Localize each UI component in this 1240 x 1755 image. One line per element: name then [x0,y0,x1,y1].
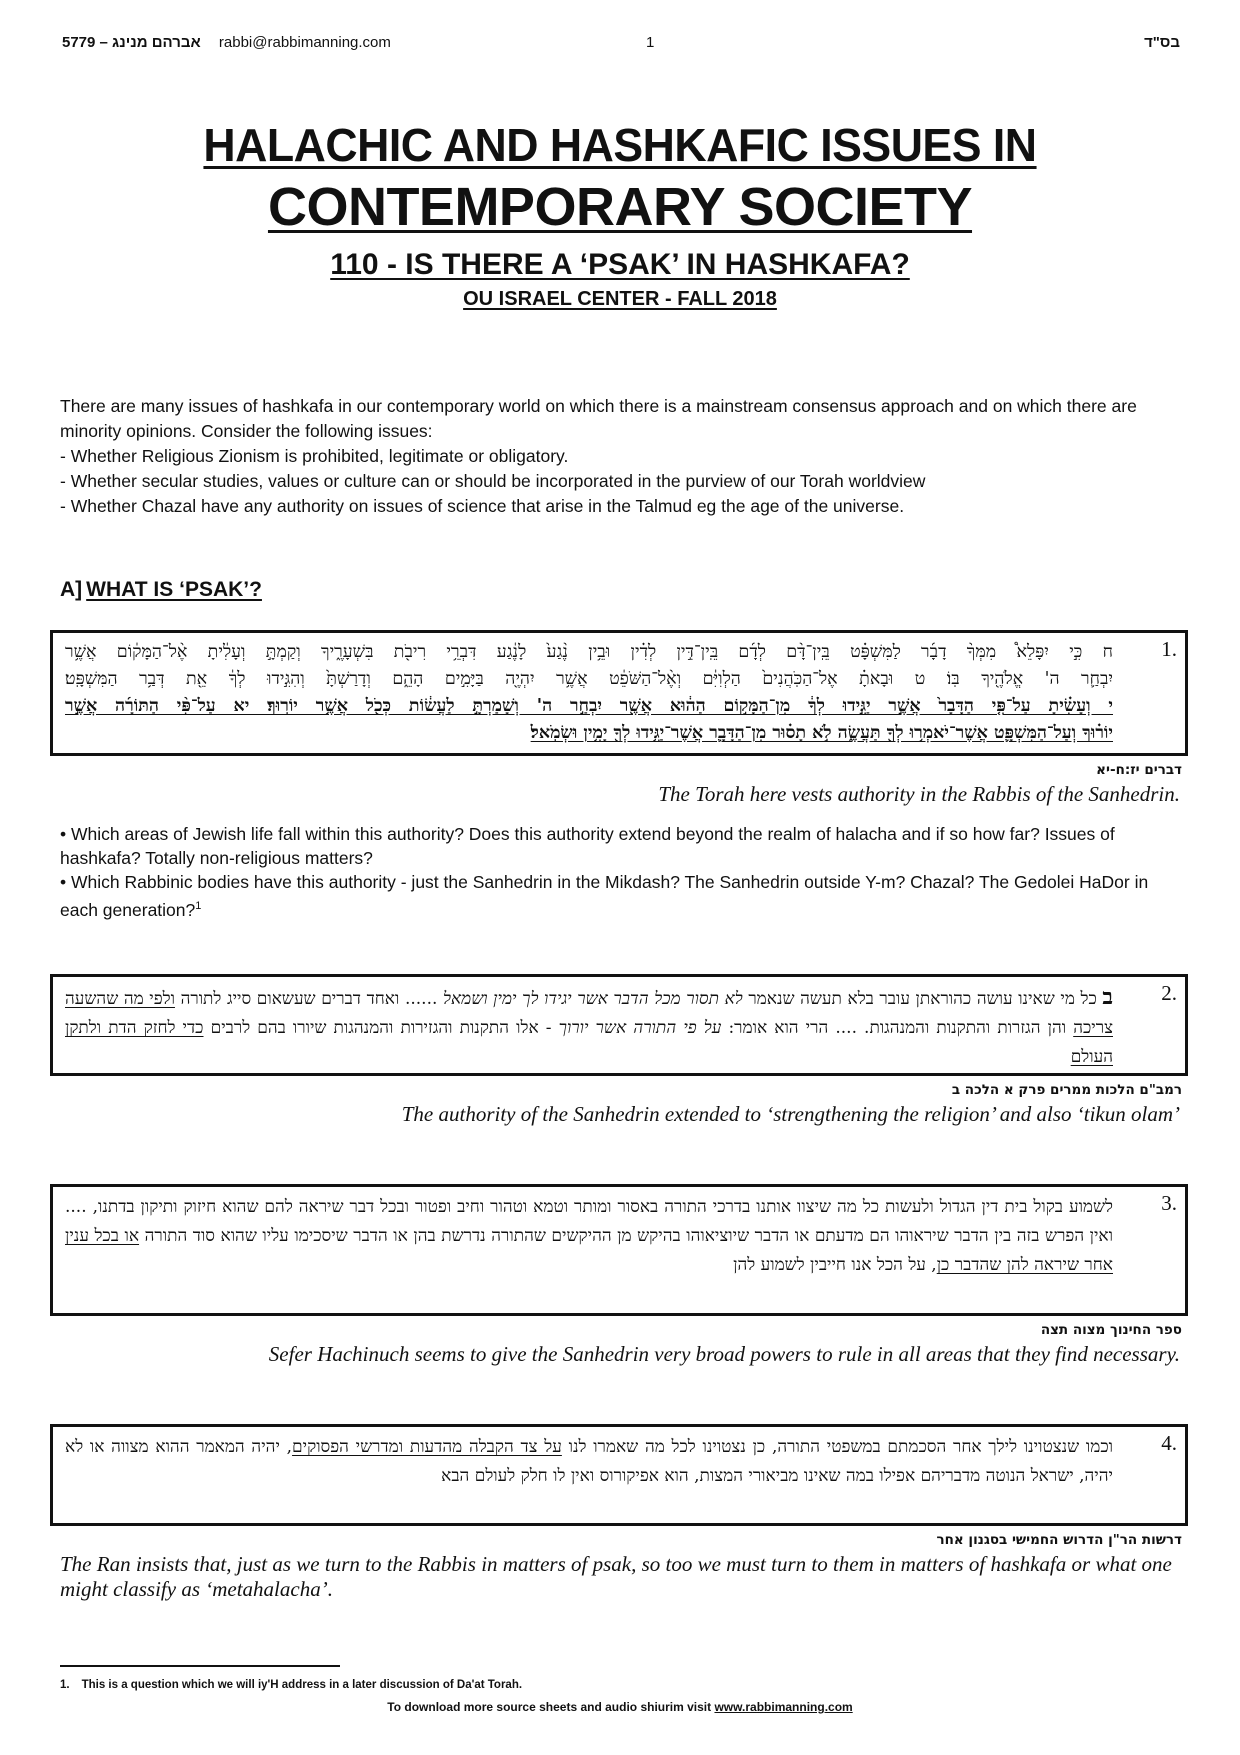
source-citation: ספר החינוך מצוה תצה [1040,1322,1182,1338]
footnote-ref[interactable]: 1 [195,900,202,912]
source-number: 4. [1161,1431,1177,1455]
source-number: 3. [1161,1191,1177,1215]
bullet-item [60,870,1190,922]
header-bsd: בס"ד [1144,34,1180,51]
question-bullets [60,822,1190,922]
text-part-quote: לא תסור מכל הדבר אשר יגידו לך ימין ושמאל [442,989,743,1009]
text-part: - אלו התקנות והגזירות והמנהגות שיורו בהם לרבים [210,1018,552,1038]
bullet-item: • Which areas of Jewish life fall within this authority? Does this authority extend beyond the realm of halacha and if so how far? Issues of hashkafa? Totally non-religious matters? [60,824,1115,868]
source-citation: דרשות הר"ן הדרוש החמישי בסגנון אחר [936,1532,1182,1548]
source-text [65,1433,1113,1491]
source-box-2 [50,974,1188,1076]
source-text [65,983,1113,1072]
source-note: The authority of the Sanhedrin extended to ‘strengthening the religion’ and also ‘tikun olam’ [401,1102,1180,1126]
source-box-3 [50,1184,1188,1316]
intro-paragraph: There are many issues of hashkafa in our contemporary world on which there is a mainstream consensus approach and on which there are minority opinions. Consider the following issues: [60,396,1137,441]
text-part-underlined: או בכל ענין אחר שיראה להן שהדבר כן [65,1226,1113,1275]
download-link[interactable]: www.rabbimanning.com [714,1700,853,1714]
download-line [0,1700,1240,1714]
text-part: כל מי שאינו עושה כהוראתן עובר בלא תעשה שנאמר [748,989,1097,1009]
section-a-heading [60,578,262,602]
footnote-text: This is a question which we will iy'H address in a later discussion of Da'at Torah. [81,1679,523,1691]
text-part: , יהיה המאמר ההוא מצווה או לא יהיה, ישראל הנוטה מדבריהם אפילו במה שאינו מביאורי המצות, הוא אפיקורוס ואין לו חלק לעולם הבא [65,1437,1113,1486]
source-citation: רמב"ם הלכות ממרים פרק א הלכה ב [951,1082,1182,1098]
footnote [60,1679,522,1691]
section-letter: A] [60,578,83,601]
verse-line: י וְעָשִׂ֗יתָ עַל־פִּ֤י הַדָּבָר֙ אֲשֶׁ֣ר יַגִּ֣ידוּ לְךָ֔ מִן־הַמָּק֣וֹם הַה֔וּא אֲשֶׁ֖ר יִבְחַ֣ר ה' וְשָׁמַרְתָּ֣ לַעֲשׂ֔וֹת כְּכֹ֖ל אֲשֶׁ֥ר יוֹרֽוּךָ׃ יא עַל־פִּ֨י הַתּוֹרָ֜ה אֲשֶׁ֣ר [65,696,1113,716]
source-box-4 [50,1424,1188,1526]
section-title: WHAT IS ‘PSAK’? [86,578,262,601]
source-text [65,1193,1113,1280]
intro [60,394,1190,519]
source-note: The Torah here vests authority in the Rabbis of the Sanhedrin. [658,782,1180,806]
text-part: ...... ואחד דברים שעשאום סייג לתורה [180,989,438,1009]
header-email[interactable]: rabbi@rabbimanning.com [218,34,391,51]
footnote-number: 1. [60,1679,70,1691]
verse-line: יוֹר֗וּךָ וְעַל־הַמִּשְׁפָּ֛ט אֲשֶׁר־יֹאמְר֥וּ לְךָ֖ תַּעֲשֶׂ֑ה לֹ֣א תָס֗וּר מִן־הַדָּבָ֛ר אֲשֶׁר־יַגִּ֥ידוּ לְךָ֖ יָמִ֥ין וּשְׂמֹֽאל׃ [530,723,1113,743]
text-part-underlined: ולפי מה שהשעה צריכה [65,989,1113,1038]
text-part-quote: על פי התורה אשר יורוך [558,1018,722,1038]
text-part: , על הכל אנו חייבין לשמוע להן [733,1255,937,1275]
title-venue: OU ISRAEL CENTER - FALL 2018 [463,288,777,310]
source-note: The Ran insists that, just as we turn to the Rabbis in matters of psak, so too we must turn to them in matters of hashkafa or what one might classify as ‘metahalacha’. [60,1552,1172,1601]
title-line-1: HALACHIC AND HASHKAFIC ISSUES IN [203,119,1037,171]
page-number: 1 [646,34,655,51]
text-part-underlined: כדי לחזק הדת ולתקן העולם [65,1018,1113,1067]
source-citation: דברים יז:ח-יא [1096,762,1182,778]
source-letter: ב [1102,984,1113,1010]
text-part: והן הגזרות והתקנות והמנהגות. .... הרי הוא אומר: [728,1018,1067,1038]
source-box-1 [50,630,1188,756]
verse-line: ח כִּ֣י יִפָּלֵא֩ מִמְּךָ֨ דָבָ֜ר לַמִּשְׁפָּ֗ט בֵּֽין־דָּ֨ם לְדָ֜ם בֵּֽין־דִּ֣ין לְדִ֗ין וּבֵ֥ין נֶ֨גַע֙ לָנֶ֔גַע דִּבְרֵ֥י רִיבֹ֖ת בִּשְׁעָרֶ֑יךָ וְקַמְתָּ֣ וְעָלִ֔יתָ אֶ֨ל־הַמָּק֔וֹם אֲשֶׁ֥ר [65,642,1113,662]
download-text: To download more source sheets and audio shiurim visit [387,1700,715,1714]
source-number: 1. [1161,637,1177,661]
verse-line: יִבְחַ֛ר ה' אֱלֹהֶ֖יךָ בּֽוֹ׃ ט וּבָאתָ֗ אֶל־הַכֹּֽהֲנִים֙ הַלְוִיִּ֔ם וְאֶ֨ל־הַשֹּׁפֵ֔ט אֲשֶׁ֥ר יִהְיֶ֖ה בַּיָּמִ֣ים הָהֵ֑ם וְדָרַשְׁתָּ֙ וְהִגִּ֣ידוּ לְךָ֔ אֵ֖ת דְּבַ֥ר הַמִּשְׁפָּֽט׃ [65,669,1113,689]
text-part-underlined: על צד הקבלה מהדעות ומדרשי הפסוקים [292,1437,562,1457]
intro-item: - Whether secular studies, values or culture can or should be incorporated in the purview of our Torah worldview [60,471,926,491]
title-line-2: CONTEMPORARY SOCIETY [267,177,973,237]
intro-item: - Whether Chazal have any authority on issues of science that arise in the Talmud eg the age of the universe. [60,496,905,516]
source-number: 2. [1161,981,1177,1005]
text-part: וכמו שנצטוינו לילך אחר הסכמתם במשפטי התורה, כן נצטוינו לכל מה שאמרו לנו [568,1437,1114,1457]
source-text [65,639,1113,747]
bullet-text: • Which Rabbinic bodies have this authority - just the Sanhedrin in the Mikdash? The Sanhedrin outside Y-m? Chazal? The Gedolei HaDor in each generation? [60,872,1149,920]
text-part: לשמוע בקול בית דין הגדול ולעשות כל מה שיצוו אותנו בדרכי התורה באסור ומותר וטמא וטהור וחיב ופטור ובכל דבר שיראה להם שהוא חיזוק ותיקון בדתנו, .... ואין הפרש בזה בין הדבר שיראוהו הם מדעתם או הדבר שיוציאוהו בהיקש מן ההיקשים שהתורה נדרשת בהן או הדבר שיסכימו עליו שהוא סוד התורה [65,1197,1113,1246]
header-author-year: 5779 – אברהם מנינג [62,34,201,51]
source-note: Sefer Hachinuch seems to give the Sanhedrin very broad powers to rule in all areas that they find necessary. [268,1342,1180,1366]
title-subtitle: 110 - IS THERE A ‘PSAK’ IN HASHKAFA? [330,248,910,281]
header-left [62,34,391,51]
footnote-divider [60,1665,340,1667]
intro-item: - Whether Religious Zionism is prohibited, legitimate or obligatory. [60,446,569,466]
